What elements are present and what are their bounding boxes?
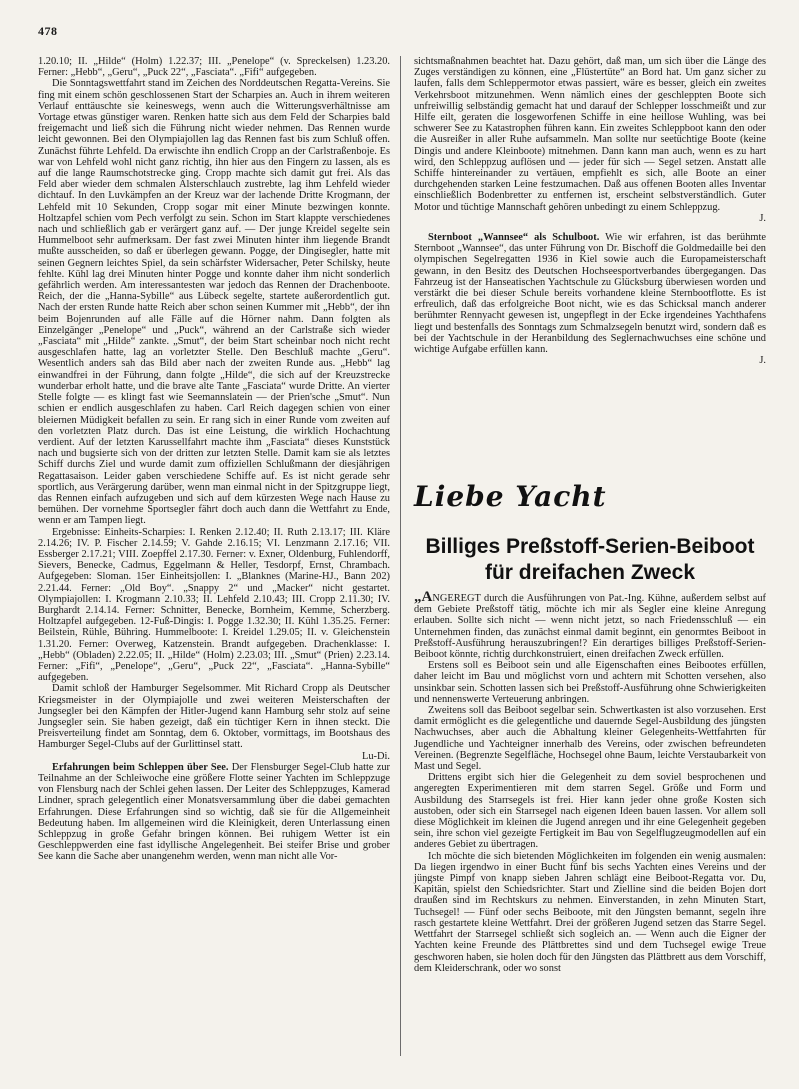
left-column (38, 56, 390, 863)
wannsee-text: Wie wir erfahren, ist das berühmte Sternboot „Wannsee“, das unter Führung von Dr. Bischoff die Goldmedaille bei den olympischen Segelregatten 1936 in Kiel sowie auch die Europameisterschaft gewann, in den Besitz des Deutschen Hochseesportverbandes übergegangen. Das Fahrzeug ist der Hanseatischen Yachtschule zu Glücksburg überwiesen worden und verstärkt die bei dieser Schule bereits vorhandene kleine Sternbootflotte. Es ist erfreulich, daß das erfolgreiche Boot nicht, wie es das Schicksal manch anderer berühmter Rennyacht gewesen ist, ungepflegt in der Ecke irgendeines Yachthafens liegt und bestenfalls des Sonntags zum Schmalzsegeln benutzt wird, sondern daß es bei der Yachtschule in der Heranbildung des Seglernachwuchses eine schöne und wichtige Aufgabe erfüllen kann. (414, 232, 766, 356)
right-column (414, 56, 766, 366)
race-results: Ergebnisse: Einheits-Scharpies: I. Renken 2.12.40; II. Ruth 2.13.17; III. Kläre 2.14.26; IV. P. Fischer 2.14.59; V. Gahde 2.16.15; VI. Lenzmann 2.17.16; VII. Essberger 2.17.21; VIII. Zoepffel 2.17.30. Ferner: v. Exner, Oldenburg, Fuhlendorff, Sievers, Benecke, Cadmus, Eggelmann & Heller, Tesdorpf, Ernst, Chrambach. Aufgegeben: Sloman. 15er Einheitsjollen: I. „Blanknes (Marine-HJ., Bann 202) 2.21.44. Ferner: „Old Boy“. „Snappy 2“ und „Macker“ nicht gestartet. Olympiajollen: I. Krogmann 2.10.33; II. Lehfeld 2.10.43; III. Cropp 2.11.30; IV. Burghardt 2.14.14. Ferner: Schnitter, Benecke, Bornheim, Kemme, Scherzberg. Holtzapfel aufgegeben. 12-Fuß-Dingis: I. Pogge 1.32.30; II. Kühl 1.35.25. Ferner: Beilstein, Rühle, Bühring. Hummelboote: I. Kreidel 1.29.05; II. v. Gleichenstein 1.31.20. Ferner: Overweg, Katzenstein. Brandt aufgegeben. Drachenklasse: I. „Hebb“ (Obladen) 2.22.05; II. „Hilde“ (Holm) 2.23.03; III. „Smut“ (Prien) 2.23.14. Ferner: „Fifi“, „Penelope“, „Geru“, „Puck 22“, „Fasciata“. „Hanna-Sybille“ aufgegeben. (38, 526, 390, 684)
towing-continuation: sichtsmaßnahmen beachtet hat. Dazu gehört, daß man, um sich über die Länge des Zuges verständigen zu können, eine „Flüstertüte“ an Bord hat. Um ganz sicher zu laufen, falls dem Schleppermotor etwas passiert, wäre es besser, gleich ein zweites Verkehrsboot mitzunehmen. Wenn nämlich eines der geschleppten Boote sich unfreiwillig selbständig gemacht hat und darauf der Schlepper losschmeißt und zur Hilfe eilt, geraten die losgeworfenen Schiffe in eine heillose Wuhling, was bei schwerer See zu Katastrophen führen kann. Ein zweites Schleppboot kann den oder die Ausreißer in aller Ruhe aufsammeln. Man sollte nur seetüchtige Boote (keine Dingis und andere Kleinboote) mitnehmen. Dann kann man auch, wenn es zu hart wird, den Schleppzug auflösen und — jeder für sich — Segel setzen. Anstatt alle Schiffe hintereinander zu vertäuen, empfiehlt es sich, alle Boote an einer durchgehenden starken Leine festzumachen. Daß aus offenen Booten alles Inventar einschließlich Bodenbretter zu entfernen ist, erscheint selbstverständlich. Guter Motor und tüchtige Mannschaft gehören unbedingt zu einem Schleppzug. (414, 56, 766, 213)
article-intro-text: NGEREGT durch die Ausführungen von Pat.-Ing. Kühne, außerdem selbst auf dem Gebiete Preßstoff tätig, möchte ich mir als Segler eine kleine Anregung erlauben. Sollte sich nicht — wenn nicht jetzt, so nach Friedensschluß — ein Unternehmen finden, das zunächst einmal damit beginnt, ein genormtes Beiboot in Preßstoff-Ausführung herauszubringen!? Ein derartiges billiges Preßstoff-Serien-Beiboot könnte, richtig durchkonstruiert, einen dreifachen Zweck erfüllen. (414, 593, 766, 661)
results-continuation: 1.20.10; II. „Hilde“ (Holm) 1.22.37; III. „Penelope“ (v. Spreckelsen) 1.23.20. Ferner: „Hebb“, „Geru“, „Puck 22“, „Fasciata“. „Fifi“ aufgegeben. (38, 56, 390, 79)
article-paragraph: Drittens ergibt sich hier die Gelegenheit zu dem soviel besprochenen und angeregten Experimentieren mit dem starren Segel. Größe und Form und Ausbildung des Starrsegels ist frei. Hier kann jeder ohne große Kosten sich austoben, oder sich ein Starrsegel nach eigenen Ideen bauen lassen. Vor allem soll diese Möglichkeit im kleinen die Jugend anregen und ihr eine Gelegenheit gegeben sein, ihre schon viel gezeigte Fertigkeit im Bau von Segelflugzeugmodellen auf ein anderes Gebiet zu übertragen. (414, 772, 766, 851)
article-paragraph: Ich möchte die sich bietenden Möglichkeiten im folgenden ein wenig ausmalen: Da liegen irgendwo in einer Bucht fünf bis sechs Yachten eines Vereins und der jüngste Pimpf von knapp sieben Jahren schlägt eine Beiboot-Regatta vor. Du, Kapitän, spielst den Schiedsrichter. Start und Zielline sind die beiden Bojen dort draußen sind im Rechtskurs zu nehmen. Einverstanden, in zehn Minuten Start, Tuchsegel! — Fünf oder sechs Beiboote, mit den Jüngsten bemannt, segeln ihre rasch gestartete kleine Wettfahrt. Drei der größeren Jugend setzen das Starre Segel. Wettfahrt der Starrsegel schließt sich sogleich an. — Wenn auch die Eigner der Yachten keine Freunde des Plättbrettes sind und dem Tuchsegel ewige Treue geschworen haben, sie holen doch für den Jüngsten das Plättbrett aus dem Vorschiff, dem Kleiderschrank, oder wo sonst (414, 850, 766, 974)
article-paragraph: Zweitens soll das Beiboot segelbar sein. Schwertkasten ist also vorzusehen. Erst damit ermöglicht es die gelegentliche und dauernde Segel-Ausbildung des jüngsten Nachwuchses, aber auch die Abhaltung kleiner Gelegenheits-Wettfahrten für Jugendliche und Yachteigner innerhalb des Vereins, oder zwischen befreundeten Vereinen. (Begrenzte Segelfläche, Hochsegel ohne Baum, leichte Verstaubarkeit von Mast und Segel. (414, 705, 766, 773)
sunday-race-report: Die Sonntagswettfahrt stand im Zeichen des Norddeutschen Regatta-Vereins. Sie fing mit einem schön geschlossenen Start der Scharpies an. Auch in ihrem weiteren Verlauf enttäuschte sie keineswegs, wenn auch die Witterungsverhältnisse am Vortage etwas günstiger waren. Renken hatte sich aus dem Feld der Scharpies bald freigemacht und ließ sich die Führung nicht wieder nehmen. Das Rennen wurde leicht gewonnen. Bei den Olympiajollen lag das Rennen fast bis zum Schluß offen. Zunächst führte Lehfeld. Da erwischte ihn endlich Cropp an der Carlstraßenboje. Es war von Lehfeld wohl nicht ganz richtig, ihn hier aus den Fingern zu lassen, als es auf die lange Raumschotstrecke ging. Cropp machte sich damit gut frei. Als das Feld aber wieder dem schmalen Alsterschlauch zustrebte, lag ihm Lehfeld wieder dichtauf. In den Luvkämpfen an der Kreuz war der lachende Dritte Krogmann, der Lehfeld mit 10 Sekunden, Cropp sogar mit einer Minute bezwingen konnte. Holtzapfel schien vom Pech verfolgt zu sein. Schon im Start klappte verschiedenes nach und schließlich gab er verärgert ganz auf. — Der junge Kreidel segelte sein Hummelboot sehr aufmerksam. Der fast zwei Minuten hinter ihm liegende Brandt mußte ausscheiden, so daß er überlegen gewann. Pogge, der Dingisegler, hatte mit seinen Gegnern leichtes Spiel, da sein schärfster Widersacher, Peter Schilsky, heute fehlte. Kühl lag drei Minuten hinter Pogge und konnte daher ihm nicht sonderlich gefährlich werden. Am interessantesten war jedoch das Rennen der Drachenboote. Reich, der die „Hanna-Sybille“ aus Lübeck segelte, startete außerordentlich gut. Nach der ersten Runde hatte Reich aber schon seinen Kummer mit „Hebb“, der ihn beim Bojenrunden auf alle Fälle auf die Hörner nahm. Dann folgten als Einzelgänger „Penelope“ und „Puck“, während an der Carlstraße sich wieder „Fasciata“ mit „Hilde“ zankte. „Smut“, der beim Start scheinbar noch nicht recht ausgeschlafen hatte, lag an vorletzter Stelle. Den Beschluß machte „Geru“. Wesentlich anders sah das Bild aber nach der zweiten Runde aus. „Hebb“ lag einwandfrei in der Führung, dann folgte „Hilde“, die sich auf der Kreuzstrecke wunderbar erholt hatte, und die brave alte Tante „Fasciata“ wurde Dritte. An vierter Stelle folgte — es klingt fast wie Seemannslatein — der Prien'sche „Smut“. Nun schien er endlich ausgeschlafen zu haben. Carl Reich dagegen schien von einer bleiernen Müdigkeit befallen zu sein. Er rang sich in einer Runde vom zweiten auf den vorletzten Platz durch. Das ist eine Leistung, die wirklich Hochachtung verdient. Auf der letzten Karussellfahrt machte ihm „Fasciata“ dieses Kunststück nach und bugsierte sich von der dritten zur letzten Stelle. Damit kam sie als letztes Schiff durchs Ziel und wurde damit zum offiziellen Schlußmann der diesjährigen Regattasaison. Leider gaben verschiedene Schiffe auf. Es ist nicht gerade sehr sportlich, aus Verärgerung darüber, wenn man einmal nicht in der Spitzgruppe liegt, das Rennen einfach aufzugeben und sich auf dem kürzesten Wege nach Hause zu bemühen. Der vornehme Sportsegler fährt doch auch dann die Wettfahrt zu Ende, wenn er am Tampen liegt. (38, 78, 390, 527)
wannsee-heading: Sternboot „Wannsee“ als Schulboot. (428, 232, 600, 244)
towing-paragraph (38, 762, 390, 863)
article-paragraph: Erstens soll es Beiboot sein und alle Eigenschaften eines Beibootes erfüllen, daher leicht im Bau und möglichst vorn und achtern mit Schotten versehen, also unsinkbar sein. Schotten lassen sich bei Preßstoff-Ausführung ohne Schwierigkeiten und nennenswerte Verteuerung anbringen. (414, 660, 766, 705)
season-summary: Damit schloß der Hamburger Segelsommer. Mit Richard Cropp als Deutscher Kriegsmeister in der Olympiajolle und zwei weiteren Meisterschaften der Jungsegler bei den Kämpfen der Hitler-Jugend kann Hamburg sehr stolz auf seine Jungsegler sein. Sie haben gezeigt, daß ein tüchtiger Kern in ihnen steckt. Die Preisverteilung findet am Sonntag, dem 6. Oktober, vormittags, im Bootshaus des Hamburger Segel-Clubs auf der Gurlittinsel statt. (38, 683, 390, 751)
column-divider (400, 56, 401, 1056)
author-signature: Lu-Di. (362, 750, 390, 762)
article-title: Billiges Preßstoff-Serien-Beiboot für dreifachen Zweck (425, 535, 755, 584)
towing-text: Der Flensburger Segel-Club hatte zur Teilnahme an der Schleiwoche eine größere Flotte seiner Yachten im Schleppzuge von Flensburg nach der Schlei gehen lassen. Der Leiter des Schleppzuges, Kamerad Lindner, sprach gelegentlich einer Monatsversammlung über die dabei gemachten Erfahrungen. Diese Erfahrungen sind so wichtig, daß sie für die Allgemeinheit Bedeutung haben. Im allgemeinen wird die Kleinigkeit, deren Unterlassung einen Schleppzug in große Gefahr bringen können. Bei ruhigem Wetter ist ein Geschleppwerden eine fast idyllische Angelegenheit. Bei steifer Brise und grober See kann die Sache aber unangenehm werden, wenn man nicht alle Vor- (38, 761, 390, 863)
article-first-paragraph (414, 589, 766, 661)
towing-heading: Erfahrungen beim Schleppen über See. (52, 761, 229, 773)
author-signature: J. (759, 212, 766, 224)
page-number: 478 (38, 24, 58, 38)
section-title: Liebe Yacht (414, 480, 607, 513)
article-body (414, 589, 766, 974)
dropcap: „A (414, 589, 433, 605)
author-signature: J. (759, 355, 766, 367)
wannsee-paragraph (414, 232, 766, 355)
